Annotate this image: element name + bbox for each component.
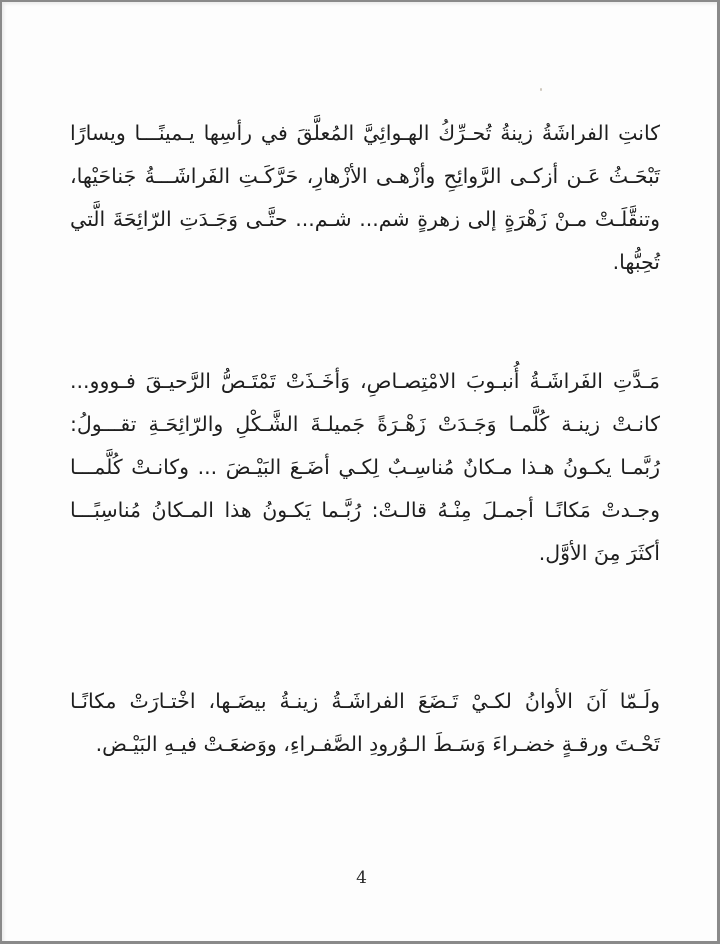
text-line: وجـدتْ مَكانًـا أجمـلَ مِنْـهُ قالـتْ: رُبَّـما يَكـونُ هذا المـكانُ مُناسِبًـــا	[70, 498, 660, 522]
text-line: كانتِ الفراشَةُ زينةُ تُحـرِّكُ الهـوائِيَّ المُعلَّقَ في رأسِها يـمينًـــا ويسارًا	[70, 121, 660, 145]
text-line: ولَـمّا آنَ الأوانُ لكـيْ تَـضَعَ الفراشَـةُ زينـةُ بيضَـها، اخْتـارَتْ مكانًـا	[70, 689, 660, 713]
paragraph-2	[70, 360, 660, 575]
text-line: وتنقَّلَـتْ مـنْ زَهْرَةٍ إلى زهرةٍ شم... شـم... حتَّـى وَجَـدَتِ الرّائِحَةَ الَّتي	[70, 207, 660, 231]
book-page	[2, 2, 717, 941]
text-line: تَبْحَـثُ عَـن أزكـى الرَّوائِحِ وأزْهـى الأزْهارِ، حَرَّكَـتِ الفَراشَـــةُ جَناحَيْها،	[70, 164, 660, 188]
paper-speck	[540, 88, 542, 91]
text-line: رُبَّمـا يكـونُ هـذا مـكانٌ مُناسِـبٌ لِكـي أضَـعَ البَيْـضَ ... وكانـتْ كُلَّمـــا	[70, 455, 660, 479]
text-line: مَـدَّتِ الفَراشَـةُ أُنبـوبَ الامْتِصـاصِ، وَأخَـذَتْ تَمْتَـصُّ الرَّحيـقَ فـووو...	[70, 369, 660, 393]
text-line: تُحِبُّها.	[612, 250, 660, 274]
text-line: أكثَرَ مِنَ الأوَّل.	[538, 541, 660, 565]
paragraph-3	[70, 680, 660, 766]
paragraph-1	[70, 112, 660, 284]
text-line: تَحْـتَ ورقـةٍ خضـراءَ وَسَـطَ الـوُرودِ الصَّفـراءِ، ووَضعَـتْ فيـهِ البَيْـض.	[95, 732, 660, 756]
text-line: كانـتْ زينـة كُلَّمـا وَجَـدَتْ زَهْـرَةً جَميلـةَ الشَّـكْلِ والرّائِحَـةِ تقـــولُ:	[70, 412, 660, 436]
page-number: 4	[356, 868, 367, 888]
